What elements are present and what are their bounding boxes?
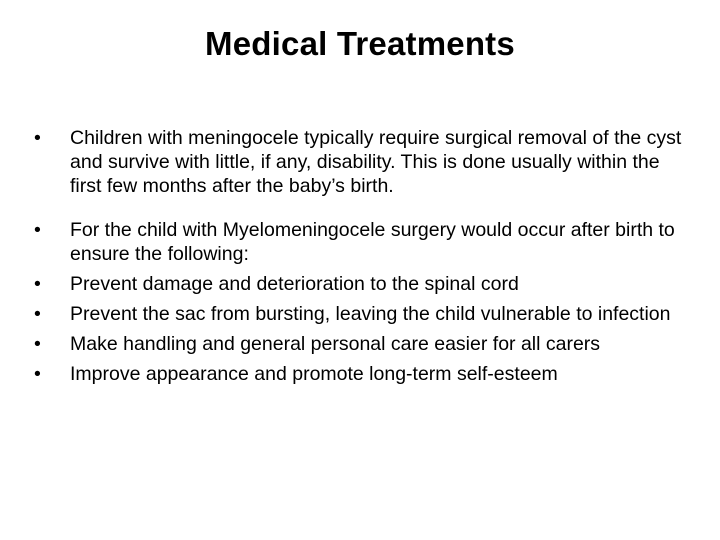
bullet-text: Improve appearance and promote long-term self-esteem — [70, 363, 558, 385]
bullet-text: Prevent the sac from bursting, leaving the child vulnerable to infection — [70, 303, 671, 325]
slide-title: Medical Treatments — [205, 25, 515, 62]
bullet-item — [34, 218, 690, 266]
bullet-item — [34, 272, 690, 296]
slide-content — [34, 126, 690, 386]
bullet-icon: • — [34, 363, 41, 385]
bullet-item — [34, 332, 690, 356]
bullet-icon: • — [34, 273, 41, 295]
bullet-text: Make handling and general personal care easier for all carers — [70, 333, 601, 355]
bullet-text: Children with meningocele typically require surgical removal of the cyst and survive with little, if any, disability. This is done usually within the first few months after the baby’s birth. — [70, 127, 682, 197]
bullet-item — [34, 126, 690, 198]
bullet-text: For the child with Myelomeningocele surgery would occur after birth to ensure the following: — [70, 219, 675, 265]
bullet-icon: • — [34, 333, 41, 355]
bullet-list — [34, 126, 690, 386]
bullet-text: Prevent damage and deterioration to the spinal cord — [70, 273, 519, 295]
bullet-item — [34, 302, 690, 326]
bullet-item — [34, 362, 690, 386]
bullet-icon: • — [34, 303, 41, 325]
bullet-icon: • — [34, 219, 41, 241]
bullet-icon: • — [34, 127, 41, 149]
